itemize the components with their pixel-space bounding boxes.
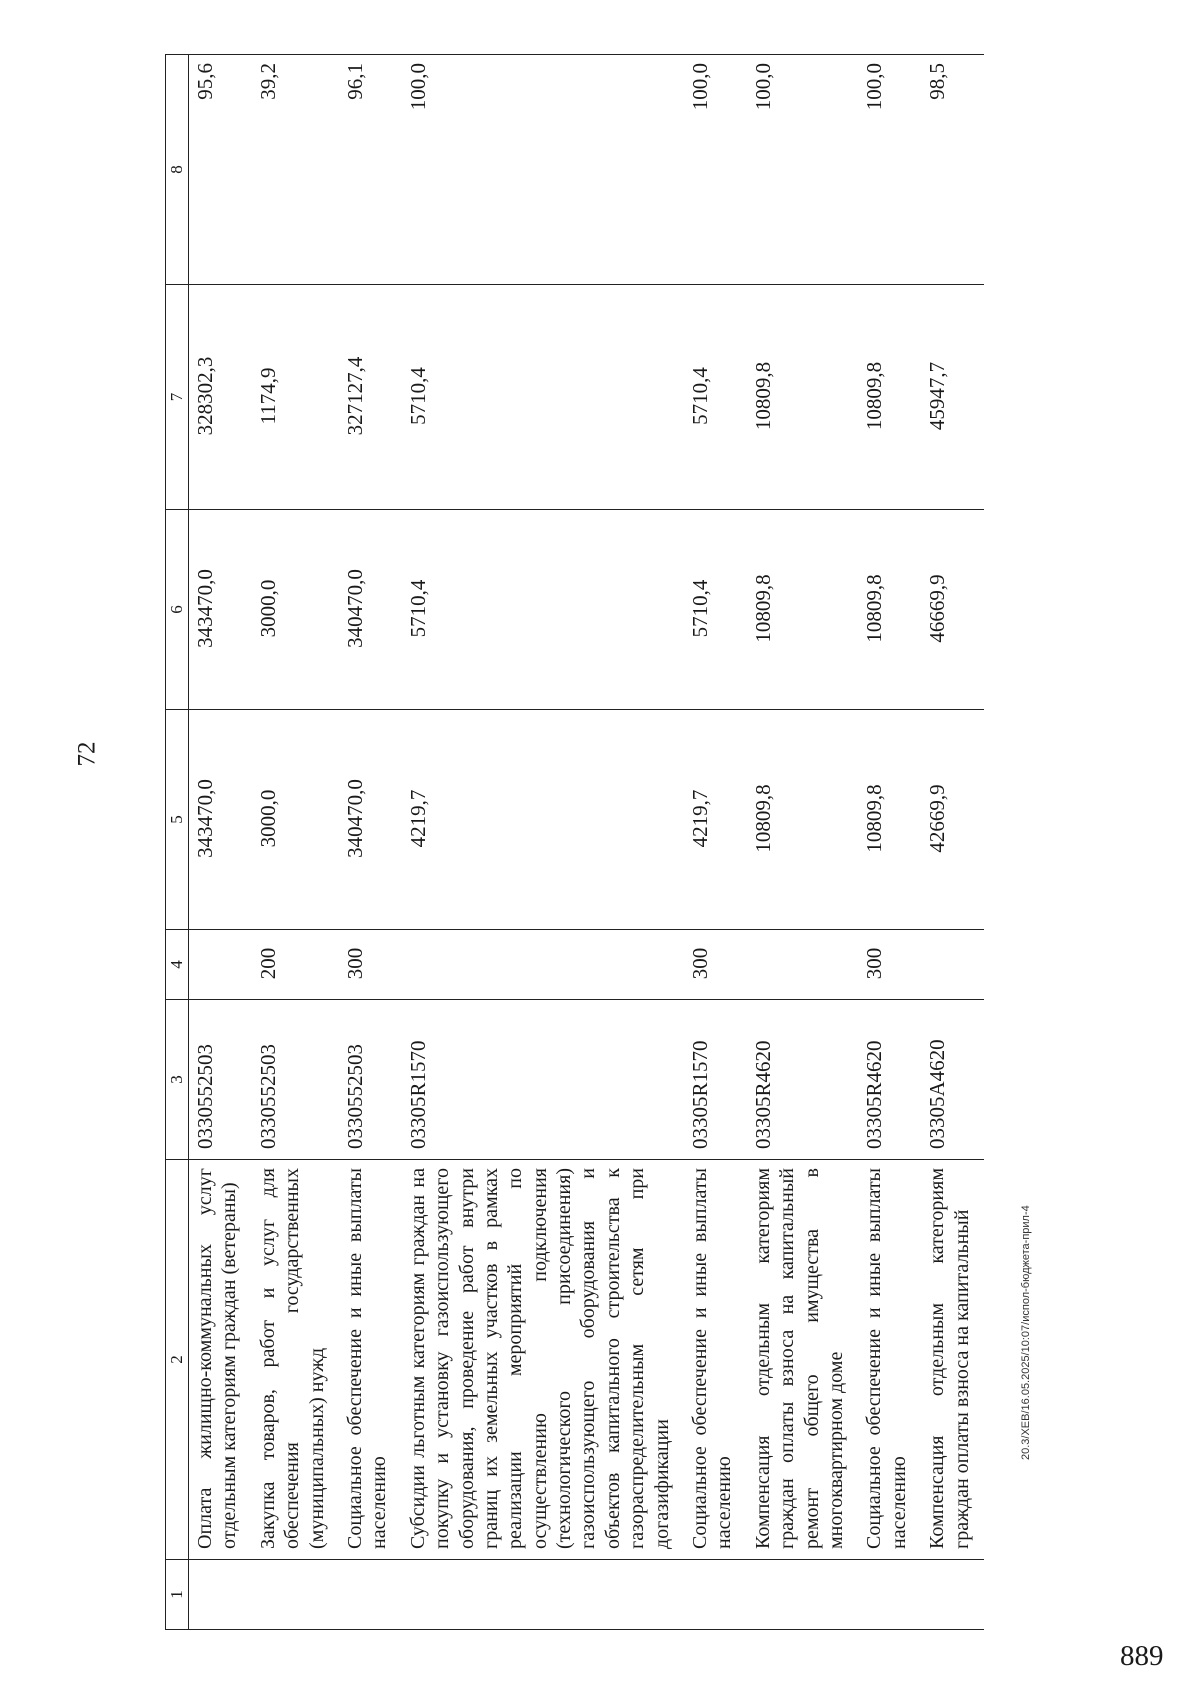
- cell-expense-type: [189, 930, 252, 1000]
- cell-col5: 343470,0: [189, 710, 252, 930]
- column-header: 2: [166, 1160, 189, 1560]
- cell-name: Компенсация отдельным категориям граждан оплаты взноса на капитальный ремонт общего имущества в многоквартирном доме: [747, 1160, 859, 1560]
- cell-expense-type: 200: [252, 930, 339, 1000]
- cell-col8: 100,0: [747, 55, 859, 285]
- cell-name: Субсидии льготным категориям граждан на покупку и установку газоиспользующего оборудования, проведение работ внутри границ их земельных участков в рамках реализации мероприятий по осуществлению подключения (технологического присоединения) газоиспользующего оборудования и объектов капитального строительства к газораспределительным сетям при догазификации: [402, 1160, 684, 1560]
- cell-col7: 5710,4: [684, 285, 747, 510]
- cell-col8: 100,0: [684, 55, 747, 285]
- table-row: [684, 55, 747, 1630]
- cell-col8: 100,0: [402, 55, 684, 285]
- cell-target-code: 0330552503: [189, 1000, 252, 1160]
- cell-name: Социальное обеспечение и иные выплаты населению: [339, 1160, 402, 1560]
- cell-col7: 1174,9: [252, 285, 339, 510]
- cell-target-code: 0330552503: [339, 1000, 402, 1160]
- column-header: 4: [166, 930, 189, 1000]
- table-row: [402, 55, 684, 1630]
- cell-col7: 10809,8: [747, 285, 859, 510]
- cell-col7: 5710,4: [402, 285, 684, 510]
- table-row: [921, 55, 984, 1630]
- cell-col7: 10809,8: [858, 285, 921, 510]
- cell-col8: 39,2: [252, 55, 339, 285]
- table-row: [189, 55, 252, 1630]
- cell-target-code: 03305R4620: [858, 1000, 921, 1160]
- cell-target-code: 03305A4620: [921, 1000, 984, 1160]
- cell-name: Компенсация отдельным категориям граждан оплаты взноса на капитальный: [921, 1160, 984, 1560]
- cell-col1: [189, 1560, 252, 1630]
- cell-col5: 3000,0: [252, 710, 339, 930]
- budget-table-rotated: [165, 55, 1100, 1630]
- cell-col8: 96,1: [339, 55, 402, 285]
- cell-col6: 343470,0: [189, 510, 252, 710]
- column-number-row: [166, 55, 189, 1630]
- column-header: 5: [166, 710, 189, 930]
- cell-expense-type: 300: [684, 930, 747, 1000]
- cell-col1: [858, 1560, 921, 1630]
- cell-name: Оплата жилищно-коммунальных услуг отдельным категориям граждан (ветераны): [189, 1160, 252, 1560]
- cell-col1: [684, 1560, 747, 1630]
- cell-col6: 340470,0: [339, 510, 402, 710]
- column-header: 8: [166, 55, 189, 285]
- cell-expense-type: [921, 930, 984, 1000]
- page-number: 72: [73, 741, 101, 767]
- table-row: [747, 55, 859, 1630]
- cell-col8: 98,5: [921, 55, 984, 285]
- cell-col8: 100,0: [858, 55, 921, 285]
- table-row: [252, 55, 339, 1630]
- cell-col6: 10809,8: [858, 510, 921, 710]
- cell-col7: 45947,7: [921, 285, 984, 510]
- budget-table: [165, 54, 984, 1630]
- column-header: 6: [166, 510, 189, 710]
- cell-col1: [252, 1560, 339, 1630]
- table-row: [339, 55, 402, 1630]
- cell-expense-type: 300: [339, 930, 402, 1000]
- footer-document-mark: 20.3/ХЕВ/16.05.2025/10:07/испол-бюджета-прил-4: [1020, 1205, 1032, 1460]
- cell-col1: [339, 1560, 402, 1630]
- cell-name: Закупка товаров, работ и услуг для обеспечения государственных (муниципальных) нужд: [252, 1160, 339, 1560]
- cell-col6: 5710,4: [684, 510, 747, 710]
- table-row: [858, 55, 921, 1630]
- cell-col5: 42669,9: [921, 710, 984, 930]
- cell-expense-type: 300: [858, 930, 921, 1000]
- cell-col6: 3000,0: [252, 510, 339, 710]
- cell-name: Социальное обеспечение и иные выплаты населению: [858, 1160, 921, 1560]
- cell-expense-type: [402, 930, 684, 1000]
- cell-col8: 95,6: [189, 55, 252, 285]
- column-header: 3: [166, 1000, 189, 1160]
- cell-col5: 10809,8: [858, 710, 921, 930]
- column-header: 1: [166, 1560, 189, 1630]
- cell-col7: 327127,4: [339, 285, 402, 510]
- cell-col1: [921, 1560, 984, 1630]
- cell-col5: 4219,7: [402, 710, 684, 930]
- sheet-number: 889: [1120, 1640, 1164, 1672]
- cell-col7: 328302,3: [189, 285, 252, 510]
- cell-name: Социальное обеспечение и иные выплаты населению: [684, 1160, 747, 1560]
- cell-col5: 340470,0: [339, 710, 402, 930]
- cell-target-code: 03305R4620: [747, 1000, 859, 1160]
- cell-expense-type: [747, 930, 859, 1000]
- cell-col1: [402, 1560, 684, 1630]
- cell-col6: 46669,9: [921, 510, 984, 710]
- cell-col5: 4219,7: [684, 710, 747, 930]
- cell-col1: [747, 1560, 859, 1630]
- cell-target-code: 03305R1570: [684, 1000, 747, 1160]
- cell-col5: 10809,8: [747, 710, 859, 930]
- cell-target-code: 0330552503: [252, 1000, 339, 1160]
- cell-col6: 10809,8: [747, 510, 859, 710]
- column-header: 7: [166, 285, 189, 510]
- cell-target-code: 03305R1570: [402, 1000, 684, 1160]
- cell-col6: 5710,4: [402, 510, 684, 710]
